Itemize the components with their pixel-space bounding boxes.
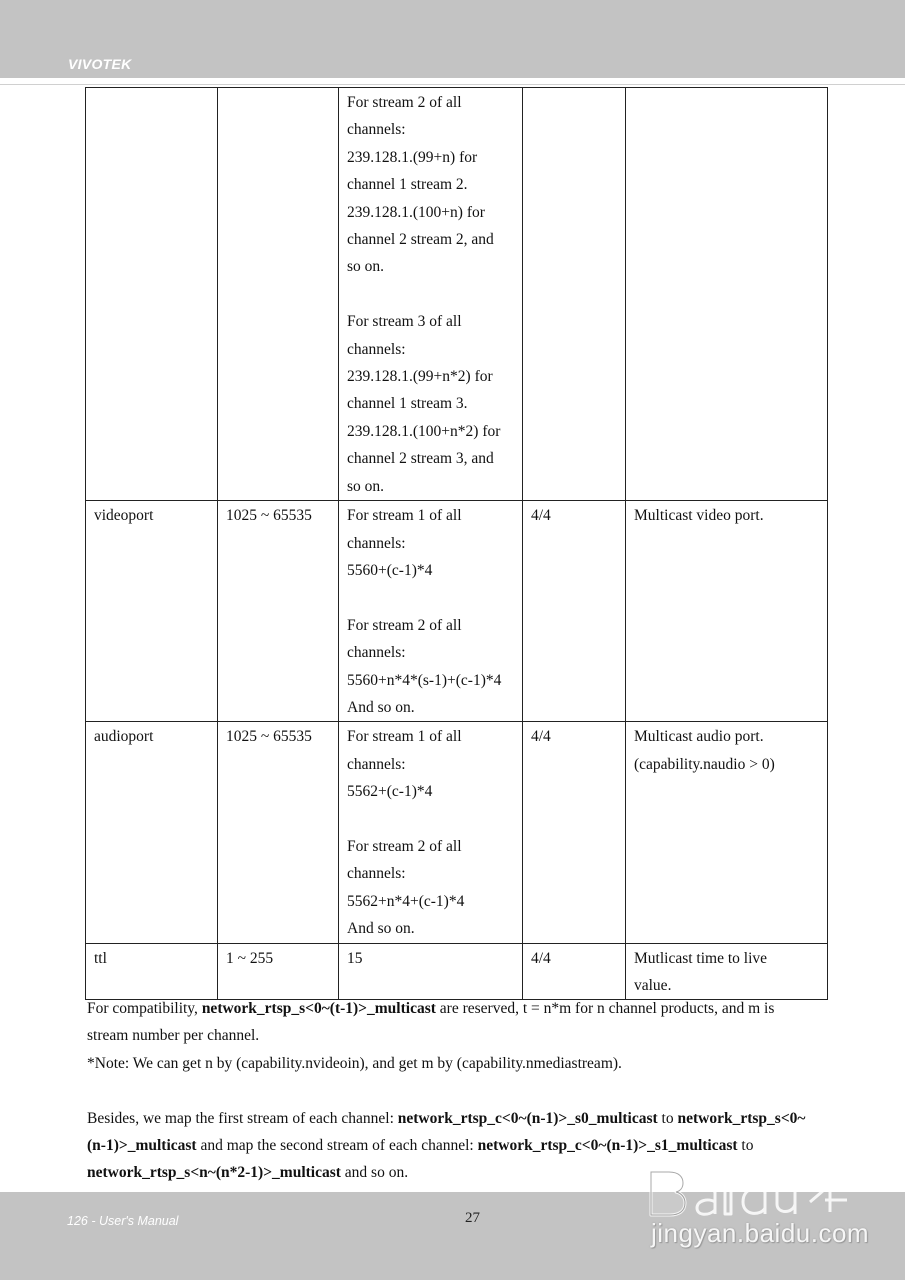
mapping-param: network_rtsp_c<0~(n-1)>_s1_multicast [477, 1137, 738, 1155]
paragraph-gap [87, 1077, 817, 1104]
compat-param: network_rtsp_s<0~(t-1)>_multicast [201, 1000, 436, 1017]
mapping-text: to [657, 1109, 678, 1127]
watermark-url: jingyan.baidu.com [651, 1218, 870, 1248]
mapping-text: Besides, we map the first stream of each channel: [87, 1109, 398, 1127]
param-value-cell: 1025 ~ 65535 [218, 722, 339, 943]
mapping-param: network_rtsp_s<n~(n*2-1)>_multicast [87, 1164, 341, 1182]
param-description-cell: Multicast audio port. (capability.naudio > 0) [626, 722, 828, 943]
mapping-param: network_rtsp_c<0~(n-1)>_s0_multicast [397, 1109, 658, 1127]
note-paragraph: *Note: We can get n by (capability.nvideoin), and get m by (capability.nmediastream). [87, 1054, 622, 1072]
param-default-cell: For stream 1 of all channels: 5560+(c-1)*4 For stream 2 of all channels: 5560+n*4*(s-1)+(c-1)*4 And so on. [339, 501, 523, 722]
param-name-cell: videoport [86, 501, 218, 722]
param-name-cell: audioport [86, 722, 218, 943]
param-security-cell: 4/4 [523, 722, 626, 943]
mapping-param: network_rtsp_s<0~(n-1)>_multicast [87, 1109, 806, 1155]
param-value-cell: 1025 ~ 65535 [218, 501, 339, 722]
param-value-cell: 1 ~ 255 [218, 943, 339, 1000]
param-description-cell: Mutlicast time to live value. [626, 943, 828, 1000]
table-row [86, 943, 828, 1000]
param-security-cell: 4/4 [523, 501, 626, 722]
param-default-cell: 15 [339, 943, 523, 1000]
param-name-cell [86, 88, 218, 501]
param-value-cell [218, 88, 339, 501]
notes-block [87, 995, 817, 1187]
mapping-text: to [737, 1137, 754, 1155]
mapping-text: and so on. [340, 1164, 409, 1182]
header-brand: VIVOTEK [68, 56, 132, 72]
param-default-cell: For stream 2 of all channels: 239.128.1.(99+n) for channel 1 stream 2. 239.128.1.(100+n) for channel 2 stream 2, and so on. For stream 3 of all channels: 239.128.1.(99+n*2) for channel 1 stream 3. 239.128.1.(100+n*2) for channel 2 stream 3, and so on. [339, 88, 523, 501]
param-default-cell: For stream 1 of all channels: 5562+(c-1)*4 For stream 2 of all channels: 5562+n*4+(c-1)*4 And so on. [339, 722, 523, 943]
compat-text-end: are reserved, t = n*m for n channel products, and m is stream number per channel. [87, 1000, 775, 1045]
table-row [86, 501, 828, 722]
table-row [86, 722, 828, 943]
baidu-watermark [645, 1162, 870, 1272]
param-description-cell: Multicast video port. [626, 501, 828, 722]
baidu-logo-icon [645, 1162, 860, 1222]
param-name-cell: ttl [86, 943, 218, 1000]
mapping-text: and map the second stream of each channel: [196, 1137, 478, 1155]
param-security-cell: 4/4 [523, 943, 626, 1000]
table-row [86, 88, 828, 501]
page-number: 27 [465, 1210, 480, 1226]
compat-text: For compatibility, [87, 1000, 202, 1017]
param-security-cell [523, 88, 626, 501]
param-description-cell [626, 88, 828, 501]
compatibility-paragraph [87, 995, 817, 1050]
header-band [0, 0, 905, 78]
footer-manual-label: 126 - User's Manual [67, 1214, 179, 1228]
parameter-table [85, 87, 828, 1000]
header-divider [0, 84, 905, 85]
